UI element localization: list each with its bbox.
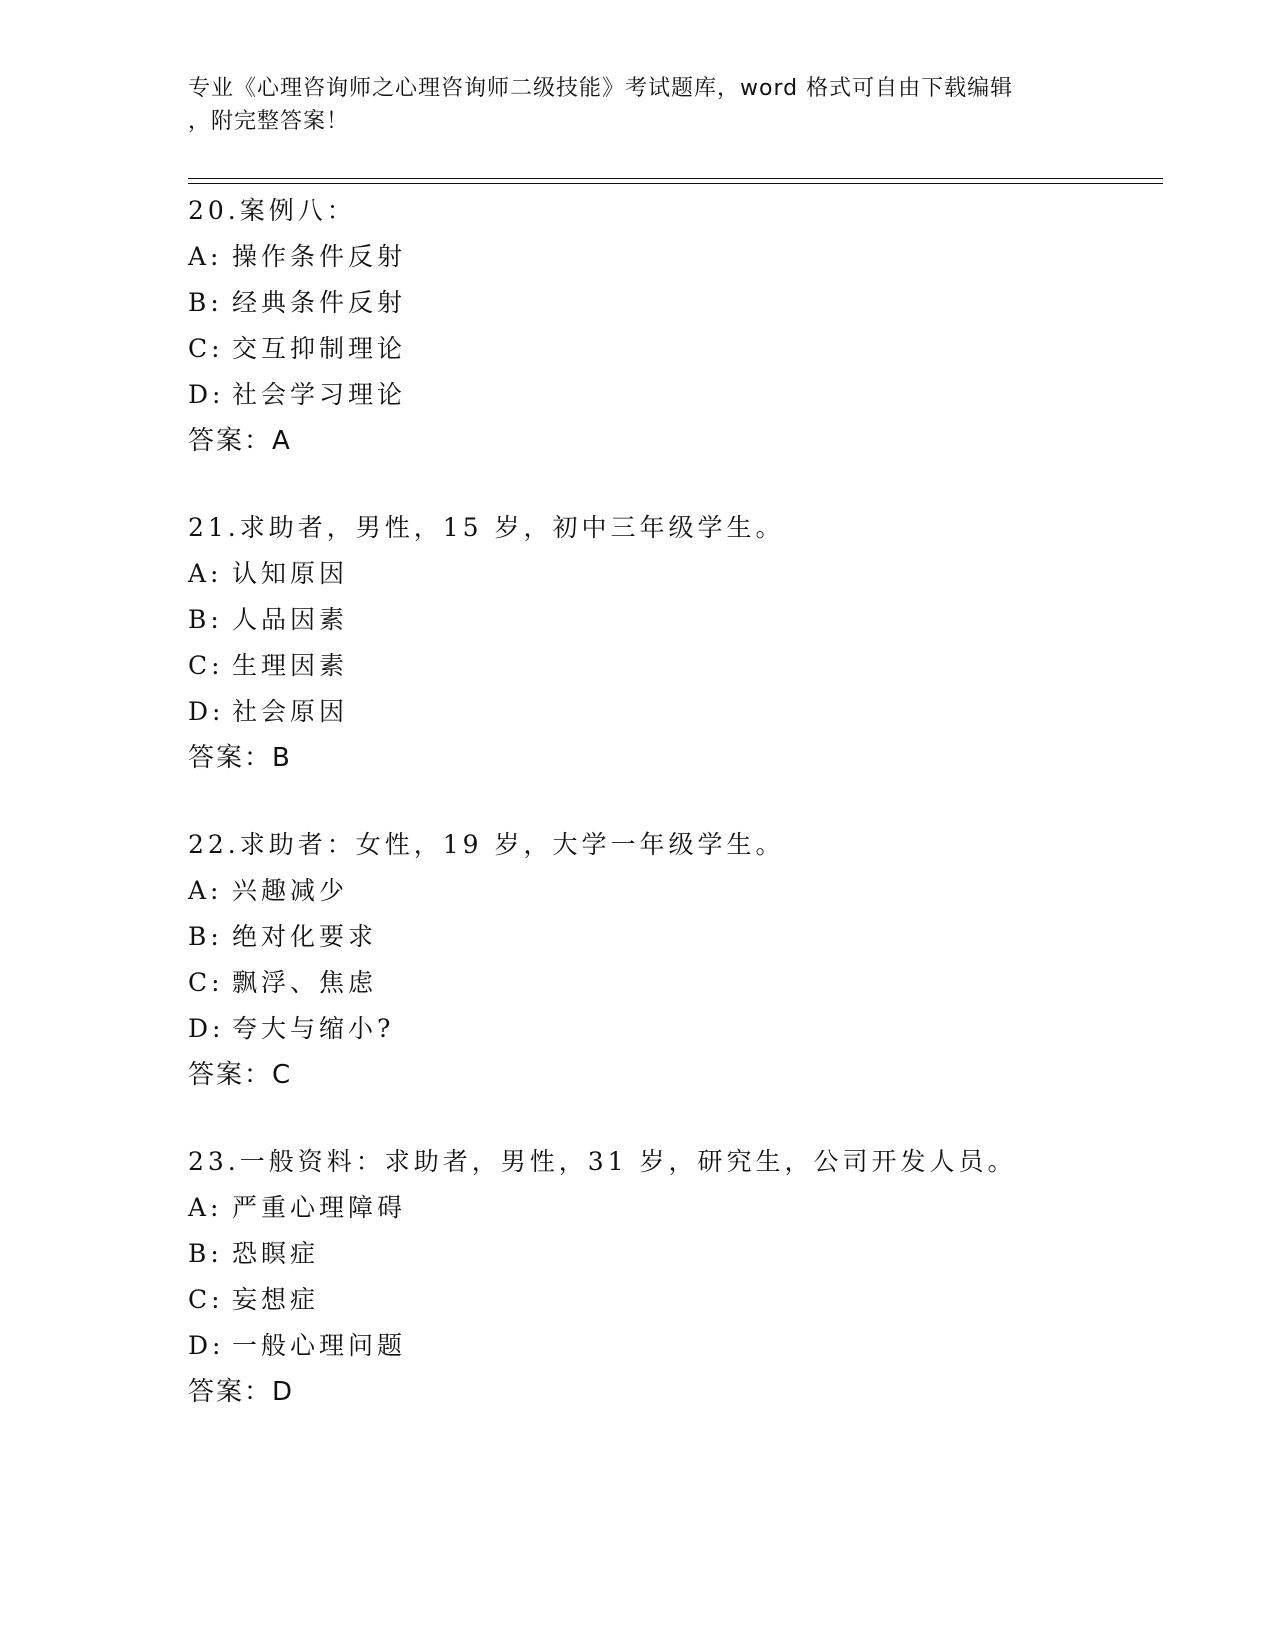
option-text: 交互抑制理论 [232, 334, 407, 363]
header-divider-top [188, 178, 1163, 179]
option-d [188, 1006, 1188, 1052]
option-letter: B: [188, 288, 223, 317]
option-d [188, 689, 1188, 735]
option-letter: D: [188, 697, 225, 726]
question-stem: 23.一般资料：求助者，男性，31 岁，研究生，公司开发人员。 [188, 1147, 1017, 1176]
option-letter: B: [188, 1239, 223, 1268]
option-c [188, 1277, 1188, 1323]
question-stem: 21.求助者，男性，15 岁，初中三年级学生。 [188, 513, 785, 542]
option-letter: C: [188, 651, 224, 680]
answer-line: 答案：D [188, 1377, 295, 1407]
option-letter: D: [188, 1014, 225, 1043]
option-text: 绝对化要求 [232, 922, 378, 951]
header-divider-bottom [188, 183, 1163, 184]
option-text: 恐瞑症 [232, 1239, 320, 1268]
option-a [188, 551, 1188, 597]
option-text: 一般心理问题 [232, 1331, 407, 1360]
option-text: 妄想症 [232, 1285, 320, 1314]
option-letter: C: [188, 968, 224, 997]
option-text: 夸大与缩小? [232, 1014, 395, 1043]
option-text: 认知原因 [232, 559, 349, 588]
option-text: 兴趣减少 [232, 876, 349, 905]
question-block-23 [188, 1139, 1188, 1415]
question-block-21 [188, 505, 1188, 781]
answer-line: 答案：A [188, 426, 292, 456]
header-line-2: ，附完整答案！ [188, 109, 350, 134]
option-c [188, 643, 1188, 689]
option-letter: B: [188, 605, 223, 634]
option-text: 飘浮、焦虑 [232, 968, 378, 997]
option-letter: A: [188, 242, 223, 271]
option-letter: B: [188, 922, 223, 951]
option-d [188, 372, 1188, 418]
option-letter: D: [188, 1331, 225, 1360]
option-b [188, 597, 1188, 643]
option-text: 人品因素 [232, 605, 349, 634]
option-c [188, 960, 1188, 1006]
option-a [188, 234, 1188, 280]
header-line-1: 专业《心理咨询师之心理咨询师二级技能》考试题库，word 格式可自由下载编辑 [188, 76, 1014, 101]
option-text: 操作条件反射 [232, 242, 407, 271]
answer-line: 答案：B [188, 743, 292, 773]
option-c [188, 326, 1188, 372]
option-d [188, 1323, 1188, 1369]
option-letter: D: [188, 380, 225, 409]
answer-line: 答案：C [188, 1060, 293, 1090]
option-letter: C: [188, 1285, 224, 1314]
question-block-22 [188, 822, 1188, 1098]
option-text: 生理因素 [232, 651, 349, 680]
question-block-20 [188, 188, 1188, 464]
option-letter: A: [188, 1193, 223, 1222]
document-header [188, 72, 1088, 138]
option-letter: C: [188, 334, 224, 363]
option-a [188, 868, 1188, 914]
option-text: 社会原因 [232, 697, 349, 726]
option-b [188, 280, 1188, 326]
question-stem: 22.求助者：女性，19 岁，大学一年级学生。 [188, 830, 785, 859]
option-text: 严重心理障碍 [232, 1193, 407, 1222]
option-b [188, 914, 1188, 960]
question-stem: 20.案例八： [188, 196, 356, 225]
option-a [188, 1185, 1188, 1231]
option-letter: A: [188, 876, 223, 905]
option-letter: A: [188, 559, 223, 588]
option-b [188, 1231, 1188, 1277]
option-text: 社会学习理论 [232, 380, 407, 409]
option-text: 经典条件反射 [232, 288, 407, 317]
